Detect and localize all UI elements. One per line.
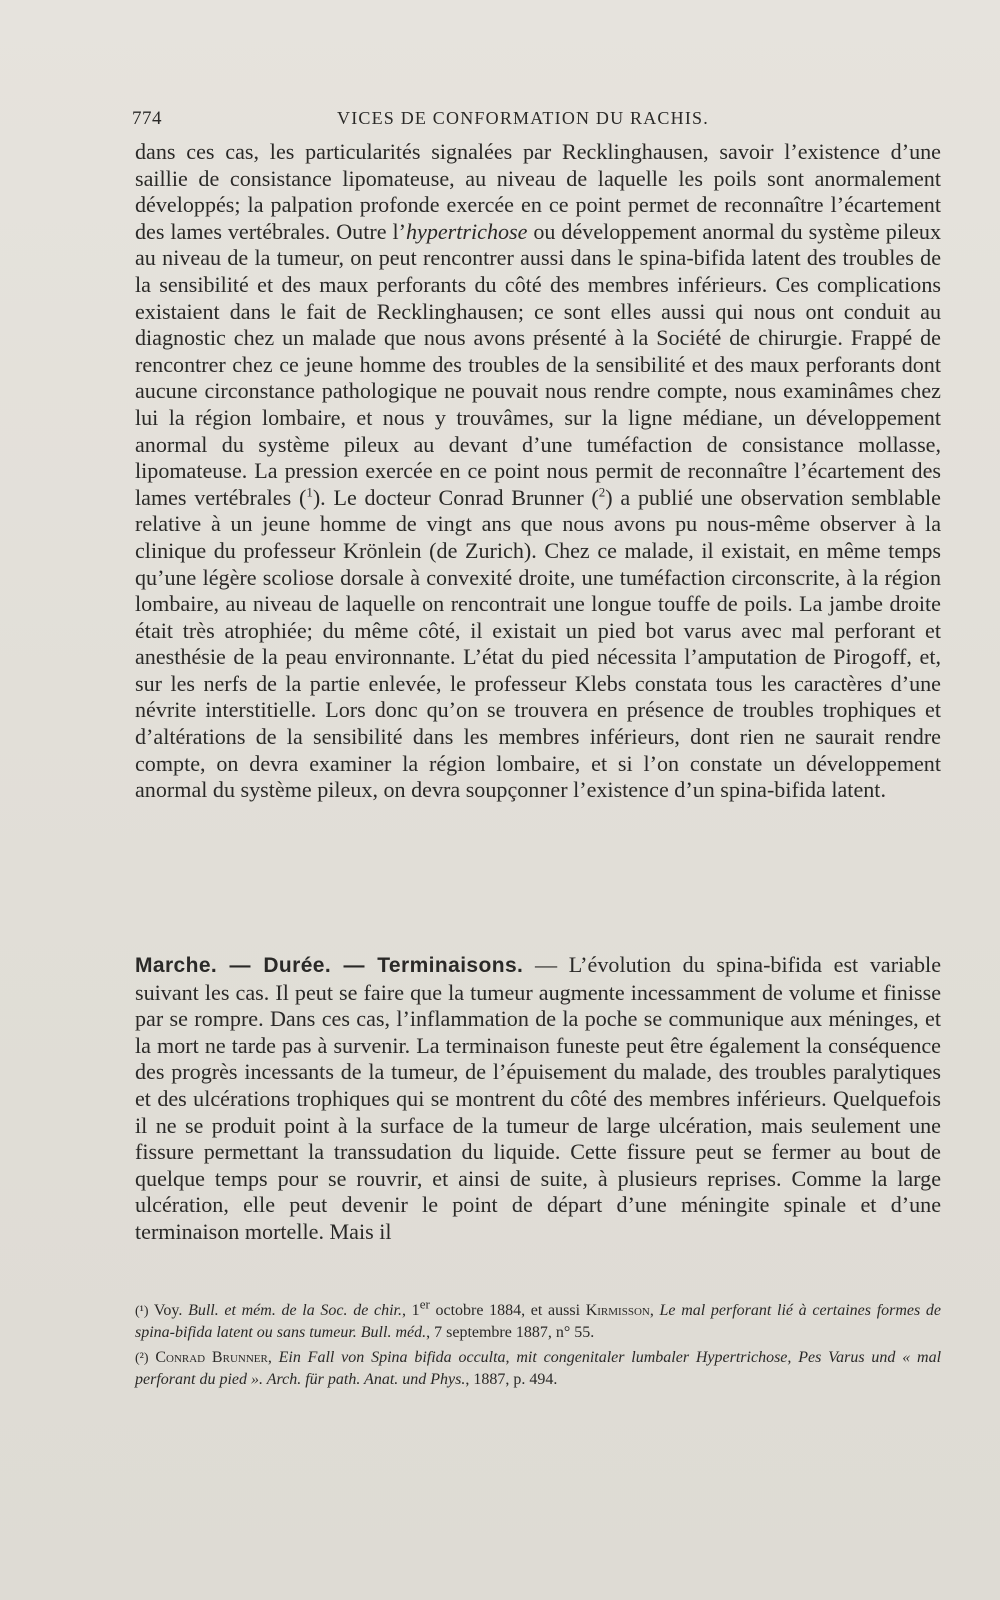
paragraph-text: ). Le docteur Conrad Brunner ( [312,484,599,510]
body-paragraph [135,139,941,804]
footnote-author: Conrad Brunner [155,1349,268,1366]
footnote-1 [135,1296,942,1343]
footnote-text: octobre 1884, et aussi [429,1302,586,1319]
paragraph-text: dans ces cas, les particularités signalées par Recklinghausen, savoir l’existence d’une saillie de consistance lipomateuse, au niveau de laquelle les poils sont anormalement développés; la palpation profonde exercée en ce point permet de reconnaître l’écartement des lames vertébrales. Outre l’ [135,139,941,244]
footnote-author: Kirmisson [585,1302,650,1319]
paragraph-text: ou développement anormal du système pileux au niveau de la tumeur, on peut rencontrer aussi dans le spina-bifida latent des troubles de la sensibilité et des maux perforants du côté des membres inférieurs. Ces complications existaient dans le fait de Recklinghausen; ce sont elles aussi qui nous ont conduit au diagnostic chez un malade que nous avons présenté à la Société de chirurgie. Frappé de rencontrer chez ce jeune homme des troubles de la sensibilité et des maux perforants dont aucune circonstance pathologique ne pouvait nous rendre compte, nous examinâmes chez lui la région lombaire, et nous y trouvâmes, sur la ligne médiane, un développement anormal du système pileux au devant d’une tuméfaction de consistance mollasse, lipomateuse. La pression exercée en ce point nous permit de reconnaître l’écartement des lames vertébrales ( [135,218,942,510]
footnote-title: Le mal perforant lié à certaines formes de spina-bifida latent ou sans tumeur. Bull. méd. [135,1302,942,1341]
footnote-ref: 2 [598,484,606,500]
footnote-text: , [649,1302,660,1319]
section-heading: Marche. — Durée. — Terminaisons. [135,954,524,977]
footnote-title: Bull. et mém. de la Soc. de chir. [188,1302,402,1319]
italic-term: hypertrichose [405,218,528,244]
page-header [132,100,940,130]
footnote-text: , [267,1349,279,1366]
footnote-mark: (¹) [135,1304,149,1319]
footnote-text: , 1 [402,1302,420,1319]
footnote-text: Voy. [148,1302,189,1319]
footnote-2 [135,1347,941,1390]
section-paragraph [135,952,941,1246]
footnote-ref: 1 [306,484,313,500]
footnote-mark: (²) [135,1351,149,1366]
section-text: — L’évolution du spina-bifida est variable suivant les cas. Il peut se faire que la tumeur augmente incessamment de volume et finisse par se rompre. Dans ces cas, l’inflammation de la poche se communique aux méninges, et la mort ne tarde pas à survenir. La terminaison funeste peut être également la conséquence des progrès incessants de la tumeur, de l’épuisement du malade, des troubles paralytiques et des ulcérations trophiques qui se montrent du côté des membres inférieurs. Quelquefois il ne se produit point à la surface de la tumeur de large ulcération, mais seulement une fissure permettant la transsudation du liquide. Cette fissure peut se fermer au bout de quelque temps pour se rouvrir, et ainsi de suite, à plusieurs reprises. Comme la large ulcération, elle peut devenir le point de départ d’une méningite spinale et d’une terminaison mortelle. Mais il [135,952,941,1244]
footnotes [135,1296,942,1394]
running-title: VICES DE CONFORMATION DU RACHIS. [337,108,709,128]
footnote-superscript: er [419,1296,430,1312]
footnote-text: , 7 septembre 1887, n° 55. [426,1324,595,1341]
page-number: 774 [132,108,162,129]
footnote-text: , 1887, p. 494. [465,1371,558,1388]
paragraph-text: ) a publié une observation semblable relative à un jeune homme de vingt ans que nous avons pu nous-même observer à la clinique du professeur Krönlein (de Zurich). Chez ce malade, il existait, en même temps qu’une légère scoliose dorsale à convexité droite, une tuméfaction circonscrite, à la région lombaire, au niveau de laquelle on rencontrait une longue touffe de poils. La jambe droite était très atrophiée; du même côté, il existait un pied bot varus avec mal perforant et anesthésie de la peau environnante. L’état du pied nécessita l’amputation de Pirogoff, et, sur les nerfs de la partie enlevée, le professeur Klebs constata tous les caractères d’une névrite interstitielle. Lors donc qu’on se trouvera en présence de troubles trophiques et d’altérations de la sensibilité dans les membres inférieurs, dont rien ne saurait rendre compte, on devra examiner la région lombaire, et si l’on constate un développement anormal du système pileux, on devra soupçonner l’existence d’un spina-bifida latent. [135,484,941,803]
footnote-title: Ein Fall von Spina bifida occulta, mit congenitaler lumbaler Hypertrichose, Pes Varus und « mal perforant du pied ». Arch. für path. Anat. und Phys. [135,1349,942,1388]
